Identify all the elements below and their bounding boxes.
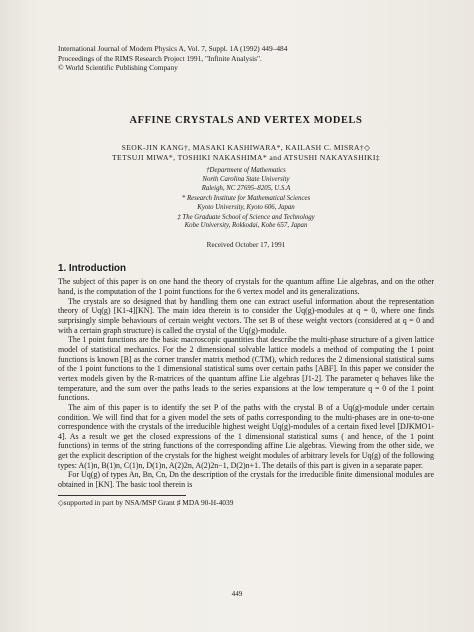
- affiliation-line: †Department of Mathematics: [206, 166, 286, 174]
- page-number: 449: [231, 590, 243, 598]
- paragraph: The crystals are so designed that by handling them one can extract useful information about the representation theory of Uq(g) [K1-4][KN]. The main idea therein is to consider the Uq(g)-modules at q = 0, where one finds surprisingly simple behaviours of certain weight vectors. The set B of these weight vectors (considered at q = 0 and with a certain graph structure) is called the crystal of the Uq(g)-module.: [58, 296, 434, 335]
- affiliation-line: * Research Institute for Mathematical Sciences: [181, 194, 311, 202]
- paragraph: The aim of this paper is to identify the set P of the paths with the crystal B of a Uq(g)-module under certain condition. We will find that for a given model the sets of paths corresponding to the multi-phases are in one-to-one correspondence with the crystals of the irreducible highest weight Uq(g)-modules of a certain fixed level [DJKMO1-4]. As a result we get the closed expressions of the 1 dimensional statistical sums ( and hence, of the 1 point functions) in terms of the string functions of the corresponding affine Lie algebras. Viewing from the other side, we get the explicit description of the crystals for the highest weight modules of arbitrary levels for Uq(g) of the following types: A(1)n, B(1)n, C(1)n, D(1)n, A(2)2n, A(2)2n−1, D(2)n+1. The details of this part is given in a separate paper.: [58, 402, 434, 470]
- footnote: ◇supported in part by NSA/MSP Grant ♯ MDA 90-H-4039: [58, 497, 234, 507]
- paragraph: The 1 point functions are the basic macroscopic quantities that describe the multi-phase structure of a given lattice model of statistical mechanics. For the 2 dimensional solvable lattice models a method of computing the 1 point functions is known [B] as the corner transfer matrix method (CTM), which reduces the 2 dimensional statistical sums of the 1 point functions to the 1 dimensional statistical sums over certain paths [ABF]. In this paper we consider the vertex models given by the R-matrices of the quantum affine Lie algebras [J1-2]. The parameter q behaves like the temperature, and the sum over the paths leads to the series expansions at the low temperature q = 0 of the 1 point functions.: [58, 335, 434, 403]
- footnote-rule: [58, 495, 186, 496]
- author-line: SEOK-JIN KANG†, MASAKI KASHIWARA*, KAILASH C. MISRA†◇: [121, 142, 371, 152]
- affiliation-block: [58, 167, 434, 194]
- journal-header: [58, 44, 434, 73]
- paper-title: AFFINE CRYSTALS AND VERTEX MODELS: [129, 114, 363, 126]
- author-list: [58, 143, 434, 164]
- affiliation-line: ‡ The Graduate School of Science and Technology: [177, 213, 315, 221]
- paragraph: For Uq(g) of types An, Bn, Cn, Dn the description of the crystals for the irreducible finite dimensional modules are obtained in [KN]. The basic tool therein is: [58, 470, 434, 490]
- affiliation-line: North Carolina State University: [202, 175, 290, 183]
- affiliations: [58, 167, 434, 231]
- affiliation-line: Kyoto University, Kyoto 606, Japan: [197, 203, 295, 211]
- affiliation-line: Raleigh, NC 27695–8205, U.S.A: [201, 184, 291, 192]
- journal-line: International Journal of Modern Physics A, Vol. 7, Suppl. 1A (1992) 449–484: [58, 44, 288, 53]
- author-line: TETSUJI MIWA*, TOSHIKI NAKASHIMA* and ATSUSHI NAKAYASHIKI‡: [112, 153, 380, 163]
- paragraph: The subject of this paper is on one hand the theory of crystals for the quantum affine Lie algebras, and on the other hand, is the computation of the 1 point functions for the 6 vertex model and its generalizations.: [58, 277, 434, 296]
- affiliation-block: [58, 214, 434, 232]
- journal-line: © World Scientific Publishing Company: [58, 63, 178, 73]
- journal-line: Proceedings of the RIMS Research Project 1991, "Infinite Analysis".: [58, 53, 262, 63]
- received-date: Received October 17, 1991: [206, 241, 286, 250]
- body-text: [58, 277, 434, 489]
- affiliation-block: [58, 195, 434, 213]
- section-heading: 1. Introduction: [58, 263, 127, 275]
- affiliation-line: Kobe University, Rokkodai, Kobe 657, Japan: [184, 222, 308, 230]
